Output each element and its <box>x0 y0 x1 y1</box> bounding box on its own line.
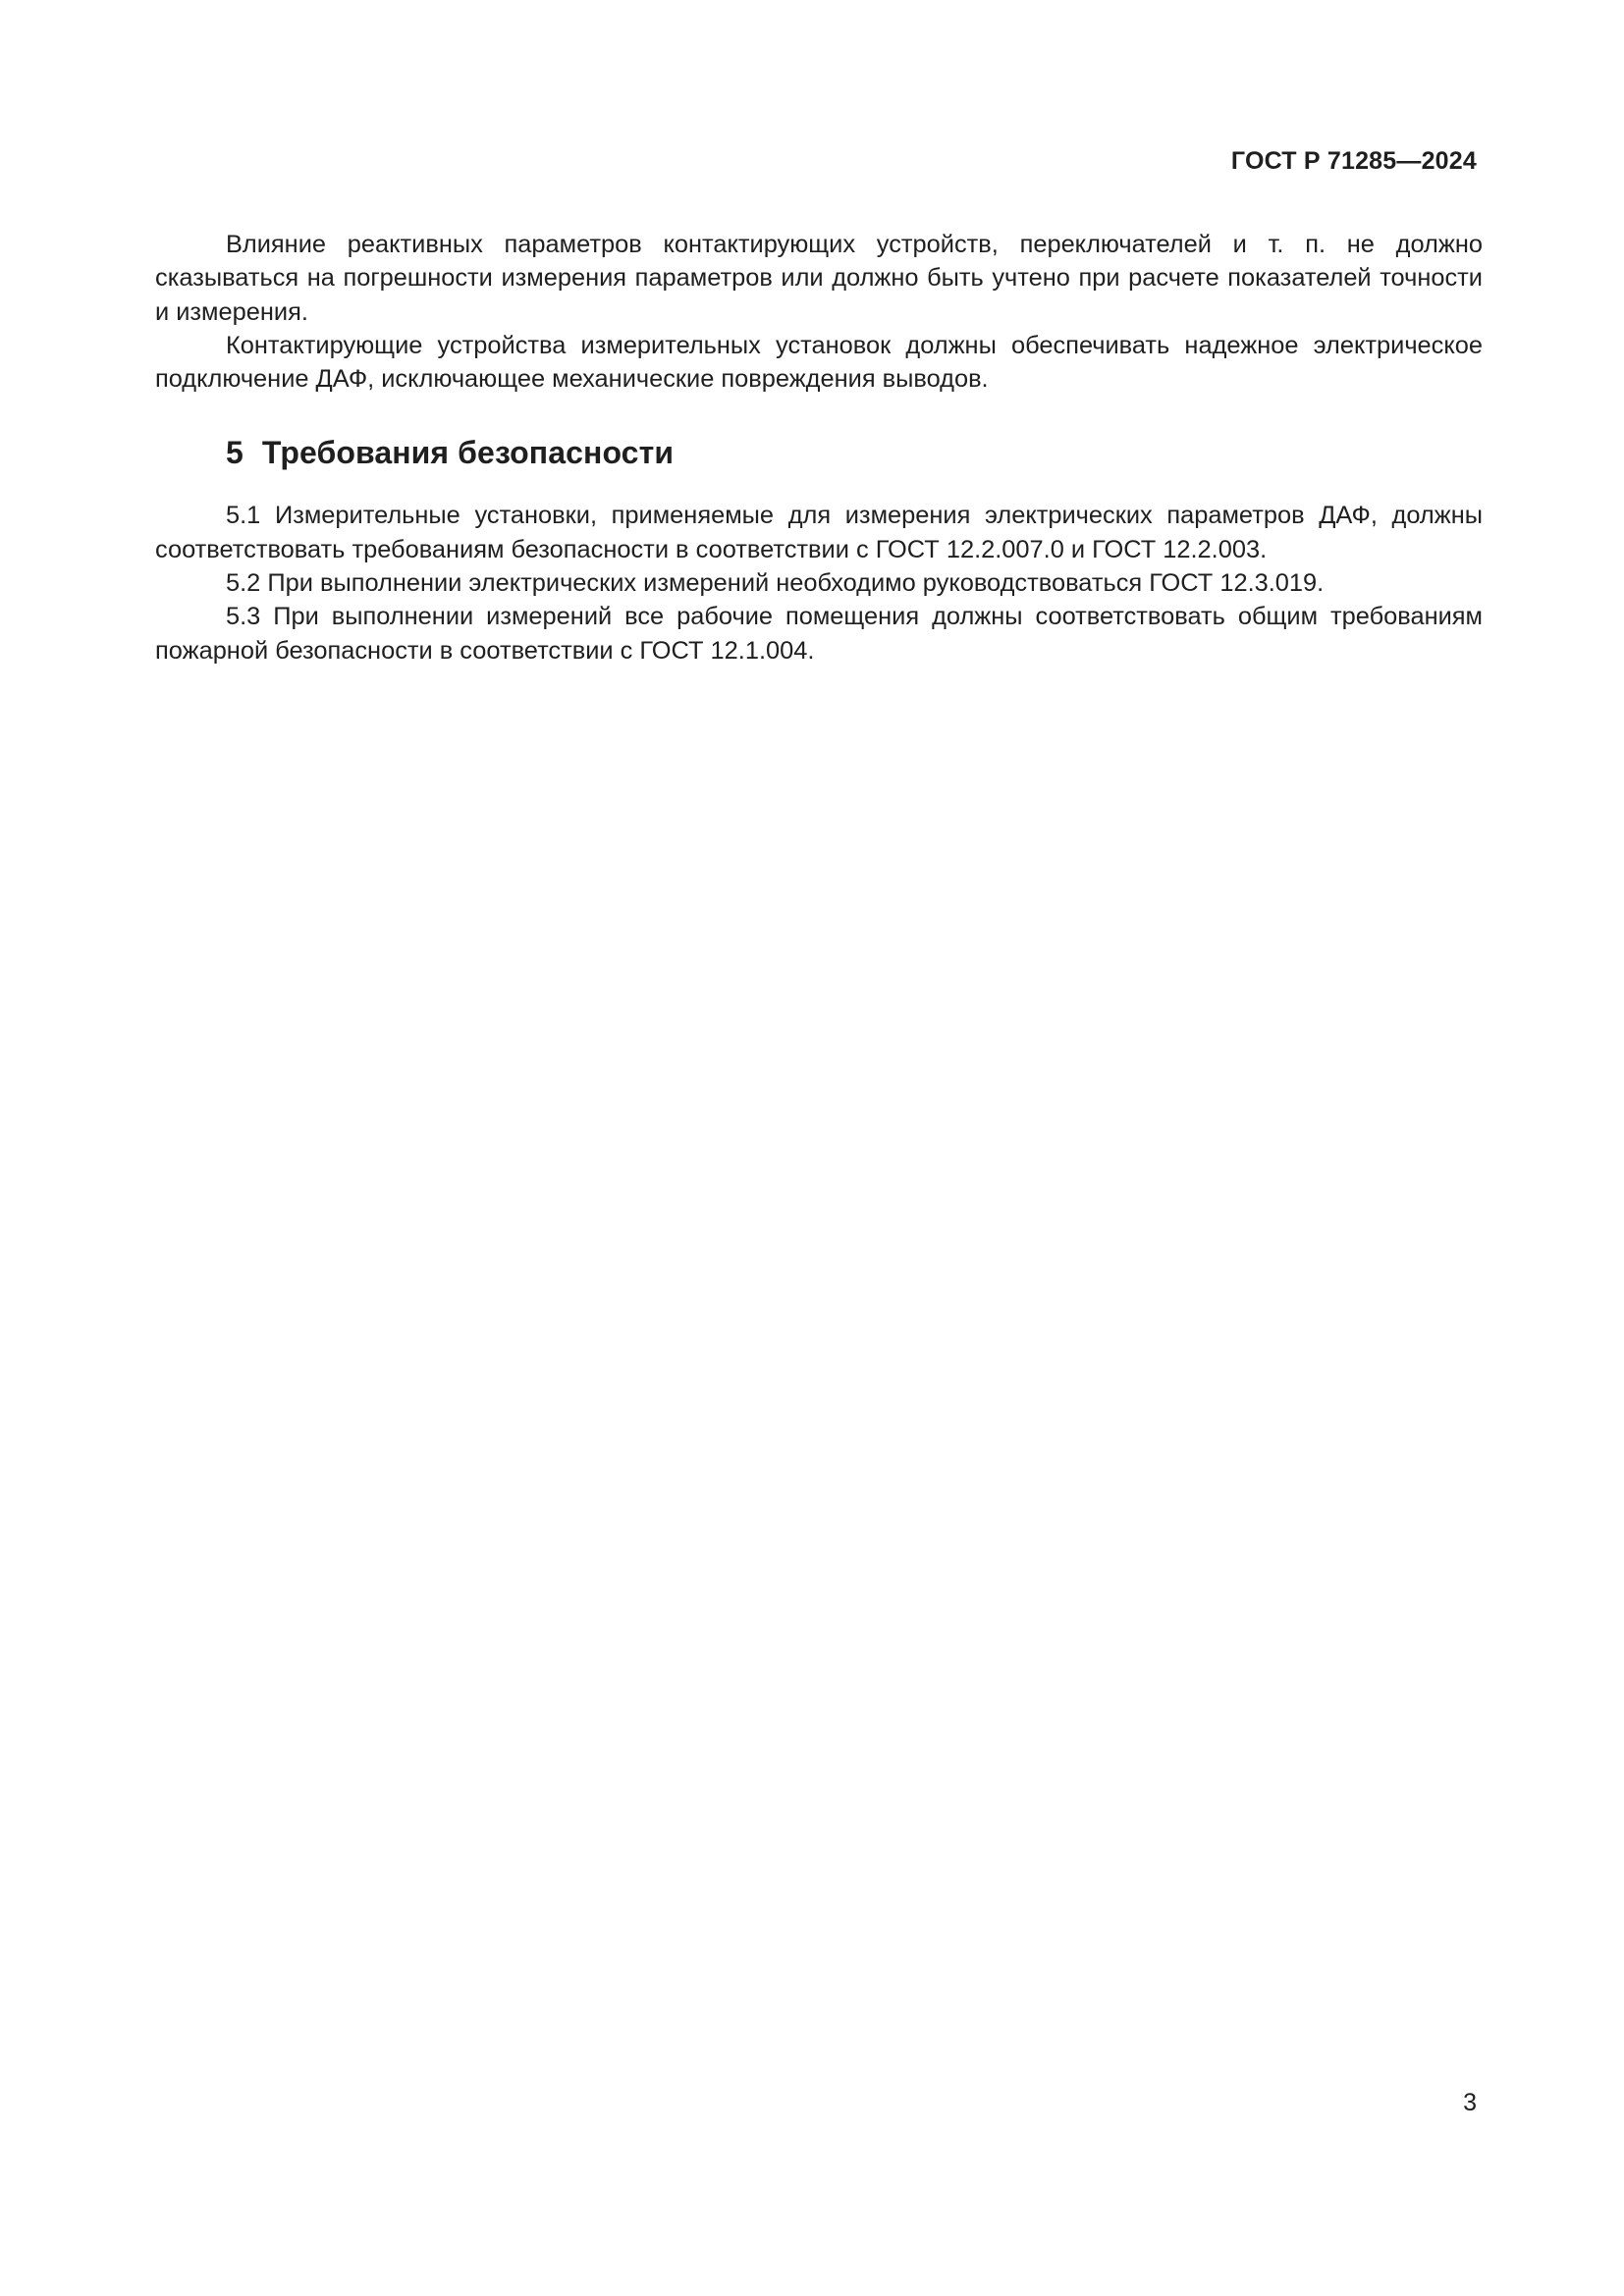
section-title: Требования безопасности <box>261 435 675 471</box>
section-heading <box>226 433 1483 472</box>
page-content <box>155 228 1483 667</box>
clause-5-2: 5.2 При выполнении электрических измерений необходимо руководствоваться ГОСТ 12.3.019. <box>226 569 1325 598</box>
page-number: 3 <box>1463 2089 1477 2116</box>
document-designation: ГОСТ Р 71285—2024 <box>1230 147 1477 175</box>
section-number: 5 <box>226 435 244 471</box>
clause-5-3: 5.3 При выполнении измерений все рабочие помещения должны соответствовать общим требованиям пожарной безопасности в соответствии с ГОСТ 12.1.004. <box>155 603 1483 665</box>
paragraph-contact-devices: Контактирующие устройства измерительных установок должны обеспечивать надежное электрическое подключение ДАФ, исключающее механические повреждения выводов. <box>155 331 1483 394</box>
paragraph-reactive-parameters: Влияние реактивных параметров контактирующих устройств, переключателей и т. п. не должно сказываться на погрешности измерения параметров или должно быть учтено при расчете показателей точности и измерения. <box>155 231 1483 326</box>
clause-5-1: 5.1 Измерительные установки, применяемые для измерения электрических параметров ДАФ, должны соответствовать требованиям безопасности в соответствии с ГОСТ 12.2.007.0 и ГОСТ 12.2.003. <box>155 502 1483 563</box>
